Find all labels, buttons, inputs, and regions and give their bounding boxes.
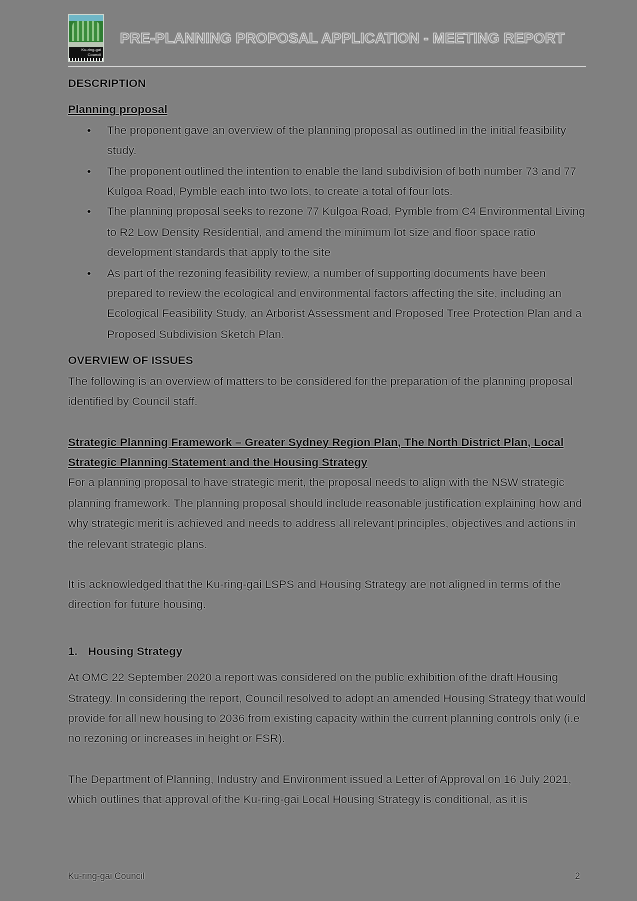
strategic-framework-heading: Strategic Planning Framework – Greater Sydney Region Plan, The North District Plan, Local Strategic Planning Statement and the Housing Strategy xyxy=(68,436,564,469)
strategic-paragraph-1: For a planning proposal to have strategic merit, the proposal needs to align with the NSW strategic planning framework. The planning proposal should include reasonable justification explaining how and why strategic merit is achieved and needs to address all relevant principles, objectives and actions in the relevant strategic plans. xyxy=(68,477,582,551)
list-item: • The proponent gave an overview of the planning proposal as outlined in the initial feasibility study. xyxy=(68,121,588,162)
council-logo xyxy=(68,14,104,62)
list-item: • As part of the rezoning feasibility review, a number of supporting documents have been prepared to review the ecological and environmental factors affecting the site, including an Ecological Feasibility Study, an Arborist Assessment and Proposed Tree Protection Plan and a Proposed Subdivision Sketch Plan. xyxy=(68,264,588,346)
section-number: 1. xyxy=(68,645,78,658)
list-item: • The proponent outlined the intention to enable the land subdivision of both number 73 and 77 Kulgoa Road, Pymble each into two lots, to create a total of four lots. xyxy=(68,162,588,203)
planning-proposal-heading: Planning proposal xyxy=(68,104,168,117)
section-title: Housing Strategy xyxy=(88,645,183,658)
housing-paragraph-2: The Department of Planning, Industry and Environment issued a Letter of Approval on 16 July 2021, which outlines that approval of the Ku-ring-gai Local Housing Strategy is conditional, as it is xyxy=(68,773,572,807)
page-footer xyxy=(68,869,580,883)
list-item: • The planning proposal seeks to rezone 77 Kulgoa Road, Pymble from C4 Environmental Living to R2 Low Density Residential, and amend the minimum lot size and floor space ratio development standards that apply to the site xyxy=(68,202,588,263)
page-header xyxy=(68,14,586,66)
description-bullet-list xyxy=(68,121,588,345)
footer-org: Ku-ring-gai Council xyxy=(68,871,145,881)
report-title: PRE-PLANNING PROPOSAL APPLICATION - MEETING REPORT xyxy=(120,31,565,47)
strategic-paragraph-2: It is acknowledged that the Ku-ring-gai LSPS and Housing Strategy are not aligned in terms of the direction for future housing. xyxy=(68,578,561,612)
header-divider xyxy=(68,66,586,67)
description-heading: DESCRIPTION xyxy=(68,78,146,90)
logo-text: Ku-ring-gai Council xyxy=(69,47,103,60)
document-body xyxy=(68,74,588,811)
overview-intro: The following is an overview of matters to be considered for the preparation of the planning proposal identified by Council staff. xyxy=(68,375,573,409)
page-number: 2 xyxy=(574,871,580,881)
overview-heading: OVERVIEW OF ISSUES xyxy=(68,355,194,368)
logo-strip xyxy=(69,58,103,61)
housing-strategy-heading xyxy=(68,642,588,662)
housing-paragraph-1: At OMC 22 September 2020 a report was considered on the public exhibition of the draft Housing Strategy. In considering the report, Council resolved to adopt an amended Housing Strategy that would provide for all new housing to 2036 from existing capacity within the current planning controls only (i.e no rezoning or increases in height or FSR). xyxy=(68,672,586,746)
logo-trees-icon xyxy=(72,21,100,41)
